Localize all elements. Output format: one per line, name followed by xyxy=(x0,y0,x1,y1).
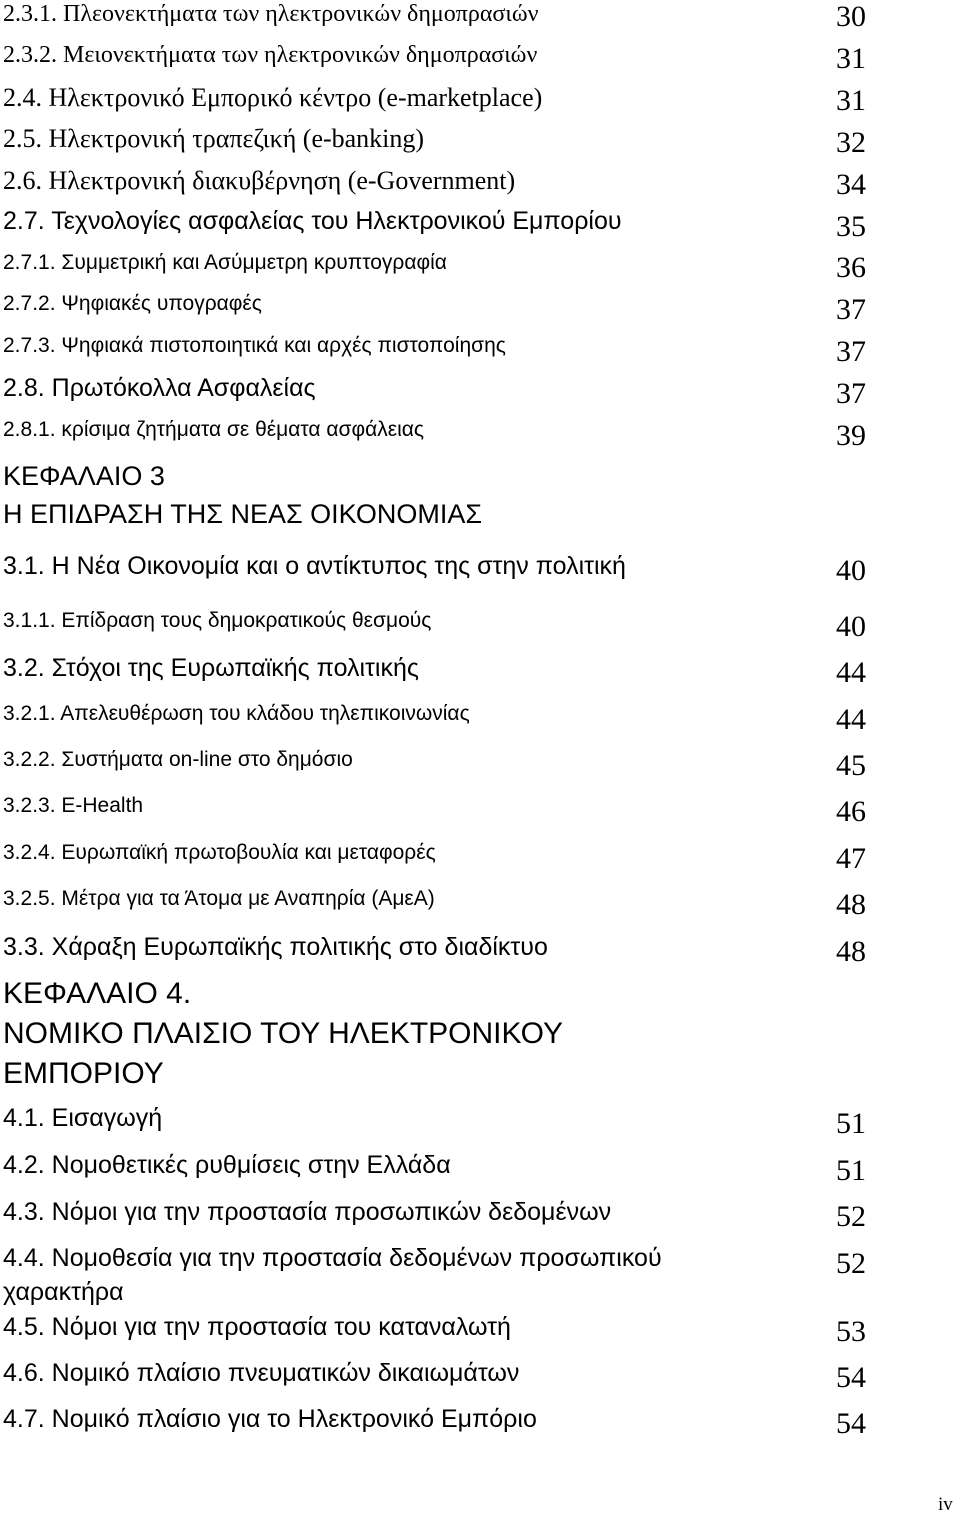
toc-entry-label: 2.7.2. Ψηφιακές υπογραφές xyxy=(3,292,262,315)
toc-entry-label: 4.6. Νομικό πλαίσιο πνευματικών δικαιωμάτων xyxy=(3,1359,520,1387)
toc-entry-label: 3.2.3. E-Health xyxy=(3,794,144,817)
toc-entry-page: 46 xyxy=(836,795,866,828)
toc-entry-label: 3.2.4. Ευρωπαϊκή πρωτοβουλία και μεταφορές xyxy=(3,841,436,864)
toc-entry-label: 4.7. Νομικό πλαίσιο για το Ηλεκτρονικό Εμπόριο xyxy=(3,1405,537,1433)
toc-entry-page: 40 xyxy=(836,554,866,587)
toc-entry-page: 44 xyxy=(836,703,866,736)
toc-entry-page: 48 xyxy=(836,888,866,921)
toc-entry-label: 4.1. Εισαγωγή xyxy=(3,1104,163,1132)
toc-entry-page: 52 xyxy=(836,1200,866,1233)
toc-entry-label: 2.6. Ηλεκτρονική διακυβέρνηση (e-Government) xyxy=(3,166,516,195)
toc-entry-label: 2.7.1. Συμμετρική και Ασύμμετρη κρυπτογραφία xyxy=(3,251,447,274)
toc-entry-page: 51 xyxy=(836,1154,866,1187)
toc-entry-page: 39 xyxy=(836,419,866,452)
toc-entry-page: 37 xyxy=(836,335,866,368)
toc-entry-page: 53 xyxy=(836,1315,866,1348)
toc-entry-page: 32 xyxy=(836,126,866,159)
toc-entry-page: 54 xyxy=(836,1361,866,1394)
toc-entry-page: 40 xyxy=(836,610,866,643)
toc-entry-page: 34 xyxy=(836,168,866,201)
toc-entry-page: 30 xyxy=(836,0,866,33)
toc-entry-label: 4.2. Νομοθετικές ρυθμίσεις στην Ελλάδα xyxy=(3,1151,451,1179)
toc-entry-page: 31 xyxy=(836,84,866,117)
toc-entry-label: 2.8.1. κρίσιμα ζητήματα σε θέματα ασφάλειας xyxy=(3,418,424,441)
toc-entry-page: 51 xyxy=(836,1107,866,1140)
toc-entry-label: 3.2. Στόχοι της Ευρωπαϊκής πολιτικής xyxy=(3,654,419,682)
toc-entry-label: 3.2.2. Συστήματα on-line στο δημόσιο xyxy=(3,748,353,771)
toc-entry-label-continued: χαρακτήρα xyxy=(3,1278,124,1306)
toc-entry-page: 47 xyxy=(836,842,866,875)
toc-entry-label: 2.5. Ηλεκτρονική τραπεζική (e-banking) xyxy=(3,124,425,153)
toc-entry-label: 4.3. Νόμοι για την προστασία προσωπικών δεδομένων xyxy=(3,1198,612,1226)
toc-entry-label: 3.1.1. Επίδραση τους δημοκρατικούς θεσμούς xyxy=(3,609,432,632)
chapter-subtitle: ΝΟΜΙΚΟ ΠΛΑΙΣΙΟ ΤΟΥ ΗΛΕΚΤΡΟΝΙΚΟΥ xyxy=(3,1017,563,1050)
toc-entry-label: 2.3.2. Μειονεκτήματα των ηλεκτρονικών δημοπρασιών xyxy=(3,42,538,68)
toc-entry-label: 3.1. Η Νέα Οικονομία και ο αντίκτυπος της στην πολιτική xyxy=(3,552,626,580)
toc-entry-page: 36 xyxy=(836,251,866,284)
toc-entry-page: 48 xyxy=(836,935,866,968)
chapter-subtitle: ΕΜΠΟΡΙΟΥ xyxy=(3,1057,164,1090)
toc-entry-label: 3.3. Χάραξη Ευρωπαϊκής πολιτικής στο διαδίκτυο xyxy=(3,933,548,961)
toc-entry-page: 45 xyxy=(836,749,866,782)
toc-entry-label: 2.8. Πρωτόκολλα Ασφαλείας xyxy=(3,374,316,402)
toc-entry-page: 37 xyxy=(836,377,866,410)
toc-entry-label: 2.7.3. Ψηφιακά πιστοποιητικά και αρχές πιστοποίησης xyxy=(3,334,506,357)
toc-entry-label: 2.4. Ηλεκτρονικό Εμπορικό κέντρο (e-marketplace) xyxy=(3,83,543,112)
page-number: iv xyxy=(938,1494,953,1515)
chapter-title: ΚΕΦΑΛΑΙΟ 4. xyxy=(3,977,192,1010)
toc-entry-label: 3.2.1. Απελευθέρωση του κλάδου τηλεπικοινωνίας xyxy=(3,702,470,725)
toc-entry-page: 31 xyxy=(836,42,866,75)
toc-entry-label: 2.7. Τεχνολογίες ασφαλείας του Ηλεκτρονικού Εμπορίου xyxy=(3,207,622,235)
toc-entry-page: 54 xyxy=(836,1407,866,1440)
toc-entry-page: 44 xyxy=(836,656,866,689)
toc-entry-label: 2.3.1. Πλεονεκτήματα των ηλεκτρονικών δημοπρασιών xyxy=(3,1,539,27)
toc-entry-label: 4.5. Νόμοι για την προστασία του καταναλωτή xyxy=(3,1313,511,1341)
chapter-subtitle: Η ΕΠΙΔΡΑΣΗ ΤΗΣ ΝΕΑΣ ΟΙΚΟΝΟΜΙΑΣ xyxy=(3,499,483,529)
toc-entry-label: 3.2.5. Μέτρα για τα Άτομα με Αναπηρία (ΑμεΑ) xyxy=(3,887,435,910)
chapter-title: ΚΕΦΑΛΑΙΟ 3 xyxy=(3,461,165,491)
toc-entry-label: 4.4. Νομοθεσία για την προστασία δεδομένων προσωπικού xyxy=(3,1244,662,1272)
toc-entry-page: 52 xyxy=(836,1247,866,1280)
toc-entry-page: 37 xyxy=(836,293,866,326)
toc-entry-page: 35 xyxy=(836,210,866,243)
